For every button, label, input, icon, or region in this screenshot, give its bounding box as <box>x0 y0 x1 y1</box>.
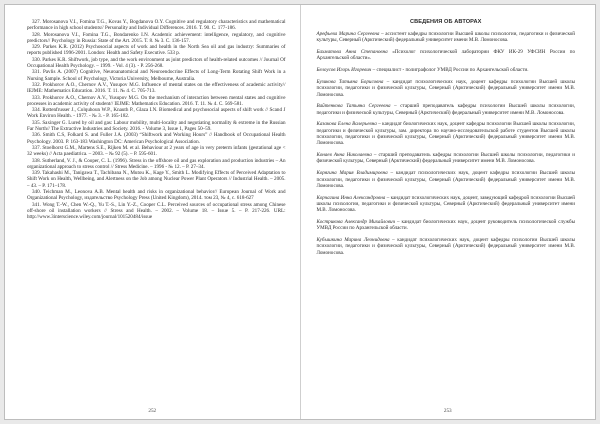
author-info: – кандидат психологических наук, доцент кафедры психологии Высшей школы психологии, педагогики и физической культуры, Северный (Арктический) федеральный университет имени М.В. Ломоносова. <box>316 170 575 189</box>
reference-item: 336. Smith C.S, Folkard S. and Fuller J.A. (2003) “Shiftwork and Working Hours” // Handbook of Occupational Health Psychology. 2003. P. 163-183 Washington DC: American Psychological Association. <box>27 132 286 145</box>
reference-item: 328. Morosanova V.I., Fomina T.G., Bondarenko I.N. Academic achievement: intelligence, regulatory, and cognitive predictors// Psychology in Russia: State of the Art. 2015. T. 8. № 3. С. 136-157. <box>27 31 286 44</box>
page-number-right: 253 <box>443 408 452 414</box>
author-info: – кандидат биологических наук, доцент руководитель психологической службы УМВД России по Архангельской области. <box>316 219 575 232</box>
author-name: Казакова Елена Валерьевна <box>316 121 377 128</box>
author-entry <box>317 237 576 256</box>
author-name: Бахматова Анна Степановна <box>316 49 388 56</box>
author-info: – кандидат психологических наук, доцент кафедры психологии Высшей школы психологии, педагогики и физической культуры, Северный (Арктический) федеральный университет имени М.В. Ломоносова. <box>316 78 576 98</box>
reference-item: 339. Takahashi M., Tanigawa T., Tachibana N., Mutou K., Kage Y., Smith L. Modifying Effects of Perceived Adaptation to Shift Work on Health, Wellbeing, and Alertness on the Job among Nuclear Power Plant Operators // Industrial Health. – 2005. – 43. – P. 171–178. <box>27 170 286 189</box>
author-info: – старший преподаватель кафедры психологии Высшей школы психологии, педагогики и физической культуры, Северный (Арктический) федеральный университет имени М.В. Ломоносова. <box>316 103 575 116</box>
author-entry <box>317 67 576 73</box>
author-info: «Психолог психологической лаборатории ФКУ ИК-29 УФСИН России по Архангельской области». <box>316 49 575 62</box>
author-info: – кандидат психологических наук, доцент кафедры психологии Высшей школы психологии, педагогики и физической культуры, Северный (Арктический) федеральный университет имени М.В. Ломоносова. <box>316 237 576 256</box>
reference-item: 333. Prokhorov A.O., Chernov A.V., Yusupov M.G. On the mechanism of interaction between mental states and cognitive processes in academic activity of student// IEJME: Mathematics Education. 2016. Т. 11. № 4. С. 569-581. <box>27 94 286 107</box>
reference-item: 332. Prokhorov A.O., Chernov A.V., Yusupov M.G. Influence of mental states on the effectiveness of academic activity// IEJME: Mathematics Education. 2016. Т. 11. № 4. С. 705-713. <box>27 81 286 95</box>
reference-item: 331. Pavlis A. (2007) Cognitive, Neuroanatomical and Neuroendocrine Effects of Long-Term Rotating Shift Work in a Nursing Sample. School of Psychology, Victoria University, Melbourne, Australia. <box>27 69 286 82</box>
author-entry <box>317 31 576 44</box>
author-entry <box>317 219 576 232</box>
section-heading: СВЕДЕНИЯ ОБ АВТОРАХ <box>410 19 482 25</box>
reference-item: 340. Teichman M., Leonova A.B. Mental health and risks in organizational behavior// European Journal of Work and Organizational Psychology, издательство Psychology Press (United Kingdom), 2014. том 23, № 4, с. 618-627 <box>27 189 286 202</box>
author-entry <box>317 103 576 116</box>
reference-item: 329. Parkes K.R. (2012) Psychosocial aspects of work and health in the North Sea oil and gas industry: Summaries of reports published 1996-2001. London: Health and Safety Executive. 533 p. <box>27 44 286 57</box>
author-name: Арефьева Марина Сергеевна <box>316 31 380 37</box>
author-entry <box>317 195 576 214</box>
author-entry <box>317 121 576 146</box>
author-name: Корягина Мария Владимировна <box>316 170 388 177</box>
reference-item: 327. Morosanova V.I., Fomina T.G., Kovas Y., Bogdanova O.Y. Cognitive and regulatory characteristics and mathematical performance in high school students// Personality and Individual Differences. 2016. T. 90. С. 177-186. <box>27 19 286 32</box>
author-name: Корчагина Инна Александровна <box>316 194 386 201</box>
author-name: Вайтенкова Татьяна Сергеевна <box>316 103 391 110</box>
author-entry <box>317 79 576 98</box>
author-name: Конаев Анна Николаевна <box>316 152 372 159</box>
author-info: – кандидат психологических наук, доцент, заведующий кафедрой психологии Высшей школы психологии, педагогики и физической культуры, Северный (Арктический) федеральный университет имени М.В. Ломоносова. <box>316 194 575 214</box>
page-number-left: 252 <box>148 408 157 414</box>
right-page <box>301 5 596 419</box>
author-info: – кандидат биологических наук, доцент кафедры психологии Высшей школы психологии, педагогики и физической культуры, зам. директора по научно-исследовательской работе студентов Высшей школы психологии, педагогики и физической культуры, Северный (Арктический) федеральный университет имени М.В. Ломоносова. <box>316 121 575 147</box>
author-name: Бузикова Татьяна Борисовна <box>316 78 384 85</box>
author-entry <box>317 170 576 189</box>
author-list <box>317 31 576 256</box>
reference-item: 335. Saxinger G. Lured by oil and gas: Labour mobility, multi-locality and negotiating normality & extreme in the Russian Far North// The Extractive Industries and Society. 2016. - Volume 3, Issue 1, Pages 50–59. <box>27 119 286 133</box>
author-entry <box>317 152 576 165</box>
author-info: – старший преподаватель кафедры психологии Высшей школы психологии, педагогики и физической культуры, Северный (Арктический) федеральный университет имени М.В. Ломоносова. <box>316 152 575 165</box>
author-entry <box>317 49 576 62</box>
reference-list <box>27 19 286 221</box>
author-name: Кострикова Александр Михайлович <box>316 219 396 226</box>
reference-item: 337. Stoelhorst G.M., Martens S.E., Rijken M. et al. Behaviour at 2 years of age in very preterm infants (gestational age < 32 weeks) // Acta paediatrica. – 2003. – № 92 (5). – P. 595-601. <box>27 144 286 158</box>
reference-item: 334. Rottenfrusser J., Colquhoun W.P., Knauth P., Glaza I.N. Biomedical and psychosocial aspects of shift work // Scand J Work Environ Health. - 1977. - № 3. - P. 165-182. <box>27 107 286 120</box>
author-name: Кубышкина Марина Леонидовна <box>316 237 390 244</box>
author-name: Белоусов Игорь Игоревич <box>316 67 372 74</box>
author-info: – ассистент кафедры психологии Высшей школы психологии, педагогики и физической культуры, Северный (Арктический) федеральный университет имени М.В. Ломоносова. <box>316 31 575 44</box>
reference-item: 338. Sutherland, V. J., & Cooper, C. L. (1996). Stress in the offshore oil and gas exploration and production industries – An organizational approach to stress control // Stress Medicine. – 1996 - № 12. – P. 27–34. <box>27 157 286 170</box>
book-spread <box>4 4 596 420</box>
reference-item: 330. Parkes K.R. Shiftwork, job type, and the work environment as joint predictors of health-related outcomes // Journal Of Occupational Health Psychology. – 1999. - Vol. 4 (3). - P. 256-268. <box>27 56 286 70</box>
author-info: – специалист - полиграфолог УМВД России по Архангельской области. <box>371 67 529 74</box>
reference-item: 341. Wong T.-W., Chen W.-Q., Yu T.-S., Lin Y.-Z., Cooper C.L. Perceived sources of occupational stress among Chinese off-shore oil installation workers // Stress and Health. – 2002. – Volume 18. – Issue 5. – P. 217-226. URL: http://www.3interscience.wiley.com/journal/101520484/issue <box>27 201 286 221</box>
left-page <box>5 5 300 419</box>
